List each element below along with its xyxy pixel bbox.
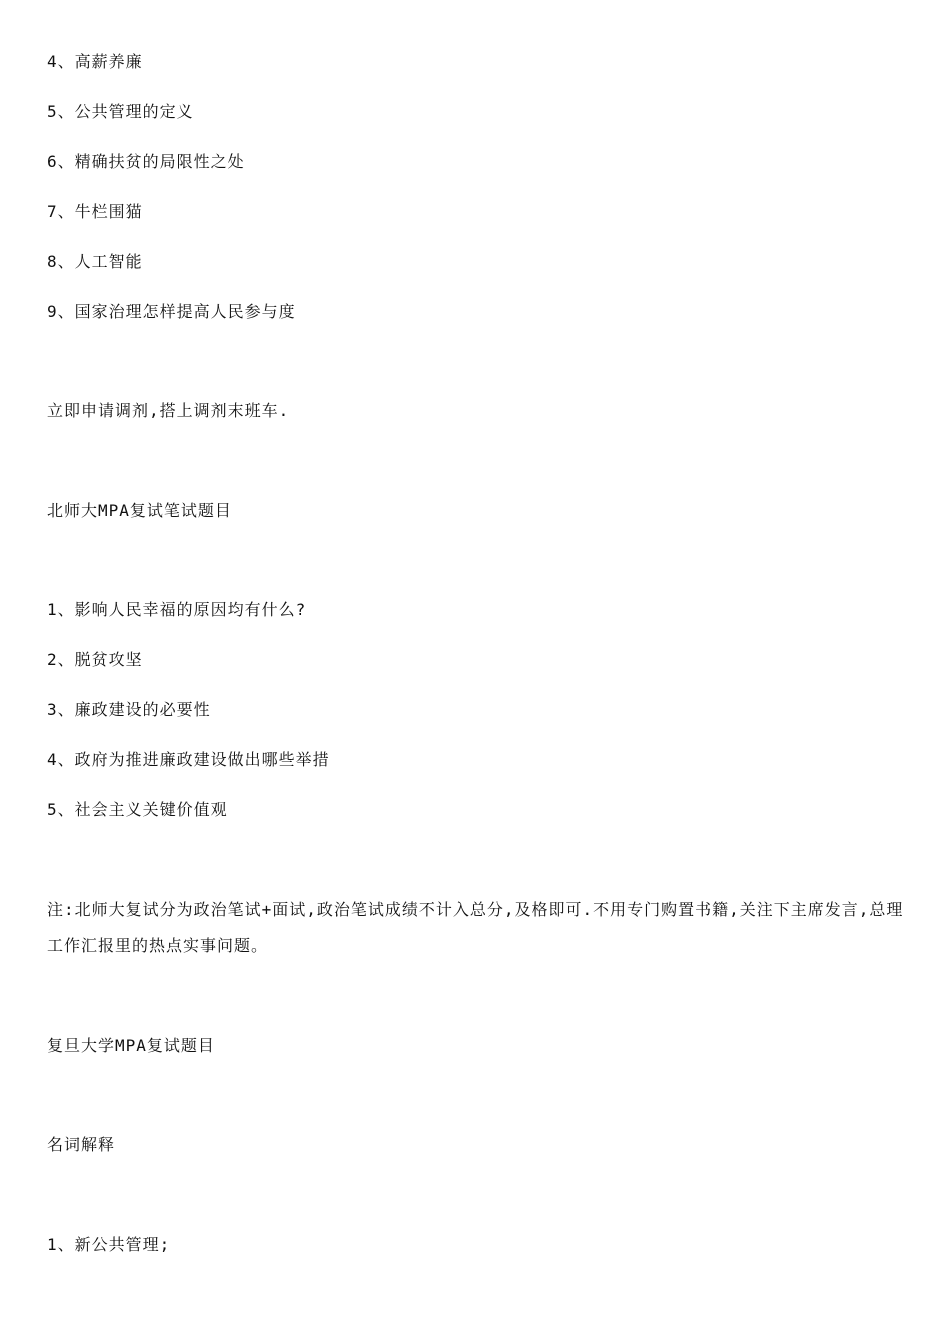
list-item: 4、高薪养廉 bbox=[47, 52, 143, 71]
bnu-note: 注:北师大复试分为政治笔试+面试,政治笔试成绩不计入总分,及格即可.不用专门购置书籍,关注下主席发言,总理工作汇报里的热点实事问题。 bbox=[47, 900, 904, 955]
list-item: 6、精确扶贫的局限性之处 bbox=[47, 152, 245, 171]
list-item: 1、影响人民幸福的原因均有什么? bbox=[47, 600, 307, 619]
fudan-subtitle: 名词解释 bbox=[47, 1135, 116, 1154]
list-item: 7、牛栏围猫 bbox=[47, 202, 143, 221]
list-item: 2、脱贫攻坚 bbox=[47, 650, 143, 669]
fudan-section-title: 复旦大学MPA复试题目 bbox=[47, 1036, 215, 1055]
list-item: 5、社会主义关键价值观 bbox=[47, 800, 228, 819]
list-item: 1、新公共管理; bbox=[47, 1235, 171, 1254]
list-item: 9、国家治理怎样提高人民参与度 bbox=[47, 302, 296, 321]
list-item: 4、政府为推进廉政建设做出哪些举措 bbox=[47, 750, 330, 769]
promo-text: 立即申请调剂,搭上调剂末班车. bbox=[47, 401, 290, 420]
list-item: 8、人工智能 bbox=[47, 252, 143, 271]
bnu-section-title: 北师大MPA复试笔试题目 bbox=[47, 501, 232, 520]
list-item: 3、廉政建设的必要性 bbox=[47, 700, 211, 719]
list-item: 5、公共管理的定义 bbox=[47, 102, 194, 121]
